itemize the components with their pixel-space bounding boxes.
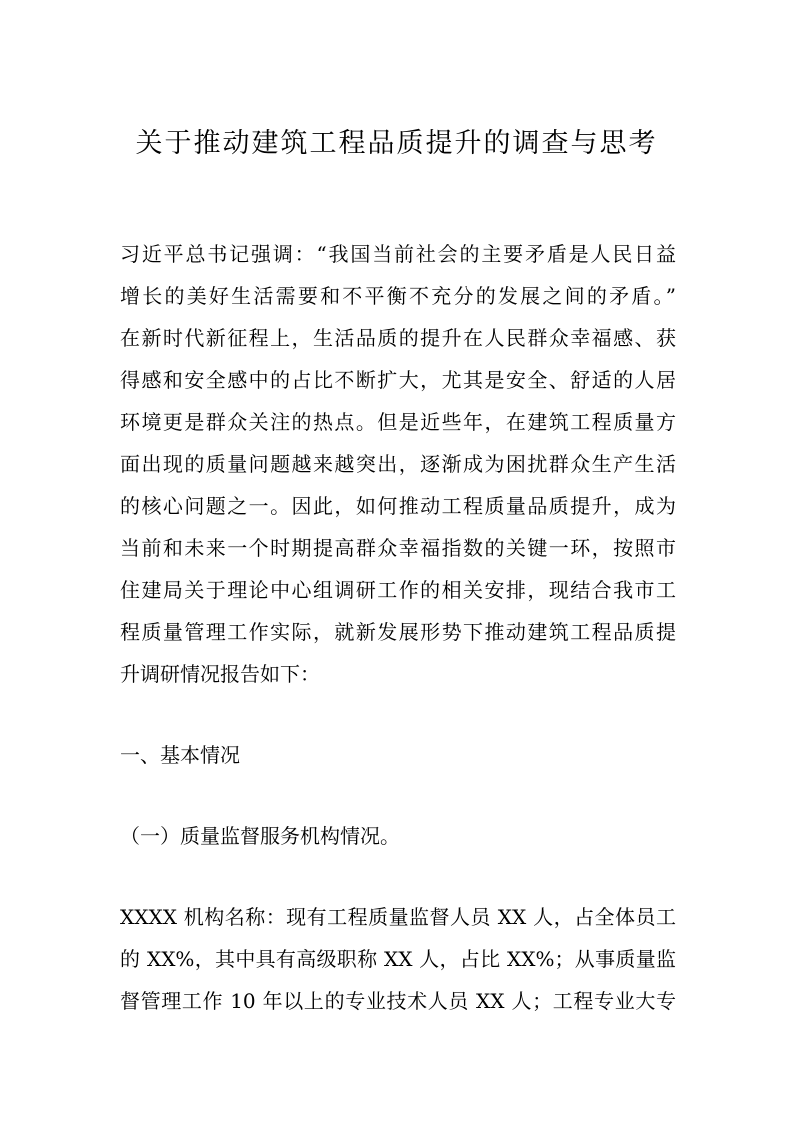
paragraph-line: 当前和未来一个时期提高群众幸福指数的关键一环，按照市 bbox=[120, 536, 676, 560]
paragraph-line: 在新时代新征程上，生活品质的提升在人民群众幸福感、获 bbox=[120, 326, 676, 350]
paragraph-line: 升调研情况报告如下： bbox=[120, 662, 320, 686]
paragraph-line: 督管理工作 10 年以上的专业技术人员 XX 人；工程专业大专 bbox=[120, 989, 676, 1013]
document-title: 关于推动建筑工程品质提升的调查与思考 bbox=[135, 128, 658, 159]
paragraph-line: 住建局关于理论中心组调研工作的相关安排，现结合我市工 bbox=[120, 578, 676, 602]
paragraph-line: 得感和安全感中的占比不断扩大，尤其是安全、舒适的人居 bbox=[120, 368, 676, 392]
paragraph-line: 面出现的质量问题越来越突出，逐渐成为困扰群众生产生活 bbox=[120, 452, 676, 476]
paragraph-line: 的核心问题之一。因此，如何推动工程质量品质提升，成为 bbox=[120, 494, 676, 518]
paragraph-line: 习近平总书记强调：“我国当前社会的主要矛盾是人民日益 bbox=[120, 242, 676, 266]
section-heading: 一、基本情况 bbox=[120, 743, 240, 767]
subsection-heading: （一）质量监督服务机构情况。 bbox=[120, 824, 400, 848]
paragraph-line: 程质量管理工作实际，就新发展形势下推动建筑工程品质提 bbox=[120, 620, 676, 644]
paragraph-line: XXXX 机构名称：现有工程质量监督人员 XX 人，占全体员工 bbox=[120, 905, 676, 929]
paragraph-line: 的 XX%，其中具有高级职称 XX 人，占比 XX%；从事质量监 bbox=[120, 947, 676, 971]
paragraph-line: 增长的美好生活需要和不平衡不充分的发展之间的矛盾。” bbox=[120, 284, 676, 308]
paragraph-line: 环境更是群众关注的热点。但是近些年，在建筑工程质量方 bbox=[120, 410, 676, 434]
